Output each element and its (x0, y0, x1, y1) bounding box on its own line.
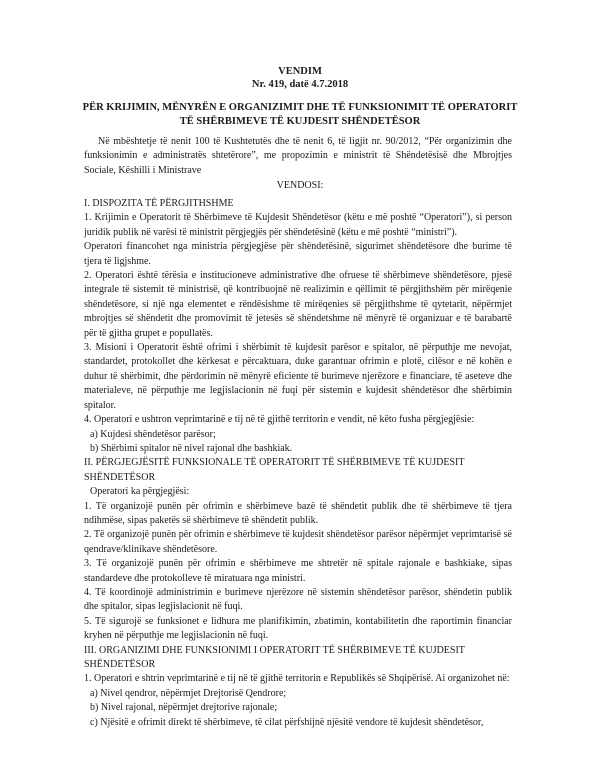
list-item: a) Nivel qendror, nëpërmjet Drejtorisë Qendrore; (90, 687, 287, 699)
section-1-heading: I. DISPOZITA TË PËRGJITHSHME (84, 198, 234, 209)
paragraph: 5. Të sigurojë se funksionet e lidhura me planifikimin, zbatimin, kontabilitetin dhe raportimin financiar kryhen në përputhje me legjislacionin në fuqi. (84, 615, 512, 642)
document-title: VENDIM (278, 66, 322, 77)
paragraph: Operatori financohet nga ministria përgjegjëse për shëndetësinë, sigurimet shëndetësore dhe burime të tjera të ligjshme. (84, 241, 512, 267)
paragraph: Operatori ka përgjegjësi: (90, 486, 190, 498)
decision-subject: PËR KRIJIMIN, MËNYRËN E ORGANIZIMIT DHE TË FUNKSIONIMIT TË OPERATORIT TË SHËRBIMEVE TË KUJDESIT SHËNDETËSOR (82, 102, 518, 127)
paragraph: 4. Të koordinojë administrimin e burimeve njerëzore në sistemin shëndetësor parësor, shëndetin publik dhe spitalor, sipas legjislacionit në fuqi. (84, 586, 512, 613)
list-item: c) Njësitë e ofrimit direkt të shërbimeve, të cilat përfshijnë njësitë vendore të kujdesit shëndetësor, (90, 716, 484, 728)
paragraph: 3. Misioni i Operatorit është ofrimi i shërbimit të kujdesit parësor e spitalor, në përputhje me nevojat, standardet, protokollet dhe kërkesat e përcaktuara, duke garantuar ofrimin e plotë, cilësor e në kohën e duhur të shërbimit, dhe përdorimin në mënyrë eficiente të burimeve njerëzore e financiare, të aseteve dhe materialeve, në përputhje me legjislacionin në fuqi për sistemin e kujdesit shëndetësor dhe shërbimin spitalor. (84, 342, 512, 411)
vendosi-heading: VENDOSI: (276, 180, 324, 191)
paragraph: 2. Të organizojë punën për ofrimin e shërbimeve të kujdesit shëndetësor parësor nëpërmjet veprimtarisë së qendrave/klinikave shëndetësore. (84, 529, 512, 555)
section-1 (84, 197, 512, 730)
list-item: b) Shërbimi spitalor në nivel rajonal dhe bashkiak. (90, 442, 293, 454)
paragraph: 1. Krijimin e Operatorit të Shërbimeve të Kujdesit Shëndetësor (këtu e më poshtë “Operatori”), si person juridik publik në varësi të ministrit përgjegjës për shëndetësinë (këtu e më poshtë “ministri”). (84, 212, 512, 238)
paragraph: 1. Të organizojë punën për ofrimin e shërbimeve bazë të shëndetit publik dhe të shërbimeve të tjera ndihmëse, sipas paketës së shërbimeve të shëndetit publik. (84, 500, 512, 526)
paragraph: 4. Operatori e ushtron veprimtarinë e tij në të gjithë territorin e vendit, në këto fusha përgjegjësie: (84, 414, 475, 426)
paragraph: 3. Të organizojë punën për ofrimin e shërbimeve me shtretër në spitale rajonale e bashkiake, sipas standardeve dhe protokolleve të miratuara nga ministri. (84, 558, 512, 584)
list-item: b) Nivel rajonal, nëpërmjet drejtorive rajonale; (90, 702, 278, 714)
list-item: a) Kujdesi shëndetësor parësor; (90, 428, 216, 440)
paragraph: 1. Operatori e shtrin veprimtarinë e tij në të gjithë territorin e Republikës së Shqipërisë. Ai organizohet në: (84, 673, 510, 685)
section-2-heading: II. PËRGJEGJËSITË FUNKSIONALE TË OPERATORIT TË SHËRBIMEVE TË KUJDESIT SHËNDETËSOR (84, 457, 465, 483)
paragraph: 2. Operatori është tërësia e institucioneve administrative dhe ofruese të shërbimeve shëndetësore, pjesë integrale të sistemit të ministrisë, që kontribuojnë në realizimin e qëllimit të përgjithshëm për mirëqenie shëndetësore, si një nga elementet e rëndësishme të mirëqenies së përgjithshme të qytetarit, nëpërmjet mbrojtjes së shëndetit dhe promovimit të jetesës së shëndetshme në mënyrë të organizuar e të barabartë për të gjitha grupet e popullatës. (84, 270, 512, 339)
decision-number: Nr. 419, datë 4.7.2018 (251, 79, 349, 90)
section-3-heading: III. ORGANIZIMI DHE FUNKSIONIMI I OPERATORIT TË SHËRBIMEVE TË KUJDESIT SHËNDETËSOR (84, 644, 465, 670)
preamble: Në mbështetje të nenit 100 të Kushtetutës dhe të nenit 6, të ligjit nr. 90/2012, “Për organizimin dhe funksionimin e administratës shtetërore”, me propozimin e ministrit të Shëndetësisë dhe Mbrojtjes Sociale, Këshilli i Ministrave (84, 136, 512, 176)
